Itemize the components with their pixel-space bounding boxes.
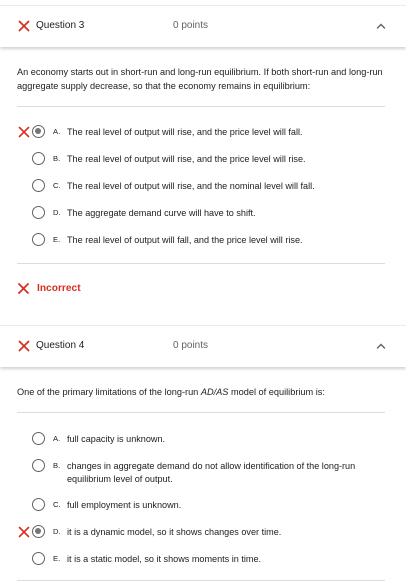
question-4-header[interactable]	[0, 325, 406, 367]
option-letter: D.	[53, 527, 61, 536]
close-icon	[18, 526, 30, 538]
option-text: full employment is unknown.	[67, 500, 182, 510]
divider	[17, 412, 385, 413]
option-text: it is a static model, so it shows moments in time.	[67, 554, 262, 564]
close-icon	[17, 339, 31, 353]
option-letter: C.	[53, 181, 61, 190]
option-text: The real level of output will fall, and the price level will rise.	[67, 235, 303, 245]
question-4-text	[17, 385, 387, 399]
radio-button[interactable]	[32, 525, 45, 538]
divider	[17, 106, 385, 107]
feedback-incorrect	[17, 282, 217, 296]
option-text: changes in aggregate demand do not allow identification of the long-run equilibrium level of output.	[67, 461, 356, 484]
question-3-text: An economy starts out in short-run and long-run equilibrium. If both short-run and long-run aggregate supply decrease, so that the economy remains in equilibrium:	[17, 67, 383, 91]
radio-button[interactable]	[32, 152, 45, 165]
radio-button[interactable]	[32, 125, 45, 138]
close-icon	[18, 126, 30, 138]
close-icon	[17, 282, 30, 295]
radio-button[interactable]	[32, 498, 45, 511]
radio-button[interactable]	[32, 233, 45, 246]
close-icon	[17, 19, 31, 33]
option-letter: B.	[53, 461, 61, 470]
question-3-header[interactable]	[0, 5, 406, 47]
divider	[17, 580, 385, 581]
option-letter: A.	[53, 127, 61, 136]
model-name: AD/AS	[200, 387, 229, 397]
radio-button[interactable]	[32, 432, 45, 445]
question-3-points: 0 points	[173, 20, 209, 31]
option-text: The real level of output will rise, and the price level will rise.	[67, 154, 306, 164]
option-text: The real level of output will rise, and the price level will fall.	[67, 127, 303, 137]
chevron-up-icon[interactable]	[376, 342, 386, 350]
option-letter: B.	[53, 154, 61, 163]
question-4-points: 0 points	[173, 340, 209, 351]
option-text: The aggregate demand curve will have to shift.	[67, 208, 256, 218]
option-text: it is a dynamic model, so it shows changes over time.	[67, 527, 282, 537]
option-text: full capacity is unknown.	[67, 434, 166, 444]
feedback-text: Incorrect	[37, 283, 81, 294]
question-3-title: Question 3	[36, 20, 85, 31]
option-letter: E.	[53, 554, 61, 563]
question-4-title: Question 4	[36, 340, 85, 351]
option-letter: E.	[53, 235, 61, 244]
option-letter: D.	[53, 208, 61, 217]
radio-button[interactable]	[32, 552, 45, 565]
option-letter: A.	[53, 434, 61, 443]
radio-button[interactable]	[32, 459, 45, 472]
radio-button[interactable]	[32, 179, 45, 192]
question-4-text-end: model of equilibrium is:	[228, 387, 325, 397]
chevron-up-icon[interactable]	[376, 22, 386, 30]
option-letter: C.	[53, 500, 61, 509]
radio-button[interactable]	[32, 206, 45, 219]
divider	[17, 263, 385, 264]
question-4-text-start: One of the primary limitations of the long-run	[17, 387, 201, 397]
option-text: The real level of output will rise, and the nominal level will fall.	[67, 181, 315, 191]
